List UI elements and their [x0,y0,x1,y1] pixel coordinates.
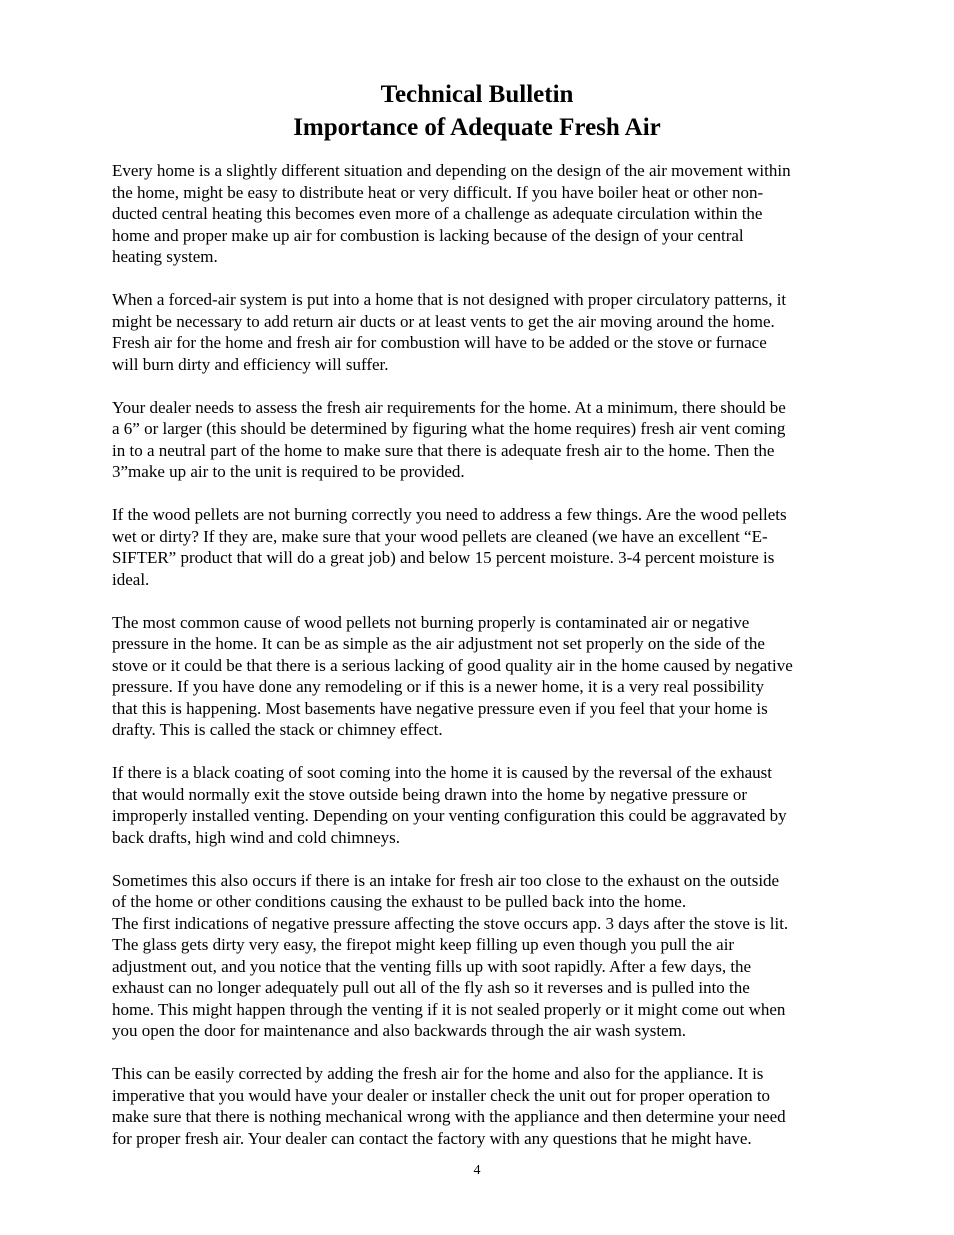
text-line: 3”make up air to the unit is required to be provided. [112,462,465,481]
text-line: wet or dirty? If they are, make sure that your wood pellets are cleaned (we have an excellent “E- [112,526,768,546]
text-line: adjustment out, and you notice that the venting fills up with soot rapidly. After a few days, the [112,956,752,976]
bulletin-subtitle: Importance of Adequate Fresh Air [293,114,661,141]
text-line: Sometimes this also occurs if there is an intake for fresh air too close to the exhaust on the outside [112,870,780,890]
text-line: Your dealer needs to assess the fresh air requirements for the home. At a minimum, there should be [112,397,786,417]
text-line: you open the door for maintenance and also backwards through the air wash system. [112,1021,687,1040]
text-line: the home, might be easy to distribute heat or very difficult. If you have boiler heat or other non- [112,182,764,202]
paragraph-2 [112,289,864,375]
page-number: 4 [473,1163,481,1178]
text-line: SIFTER” product that will do a great job) and below 15 percent moisture. 3-4 percent moisture is [112,548,775,567]
text-line: The most common cause of wood pellets not burning properly is contaminated air or negative [112,612,750,632]
text-line: exhaust can no longer adequately pull out all of the fly ash so it reverses and is pulled into the [112,978,750,997]
paragraph-7 [112,870,864,913]
text-line: that this is happening. Most basements have negative pressure even if you feel that your home is [112,698,768,718]
title-block [0,78,954,144]
text-line: The glass gets dirty very easy, the firepot might keep filling up even though you pull the air [112,935,735,954]
text-line: of the home or other conditions causing the exhaust to be pulled back into the home. [112,892,687,911]
text-line: stove or it could be that there is a serious lacking of good quality air in the home caused by negative [112,655,793,675]
bulletin-body [112,160,864,1149]
text-line: ducted central heating this becomes even more of a challenge as adequate circulation within the [112,204,763,223]
text-line: pressure in the home. It can be as simple as the air adjustment not set properly on the side of the [112,634,765,653]
text-line: When a forced-air system is put into a home that is not designed with proper circulatory patterns, it [112,290,787,309]
text-line: Fresh air for the home and fresh air for combustion will have to be added or the stove or furnace [112,333,767,352]
paragraph-1 [112,160,864,268]
text-line: that would normally exit the stove outside being drawn into the home by negative pressure or [112,784,747,804]
text-line: for proper fresh air. Your dealer can contact the factory with any questions that he might have. [112,1128,752,1148]
paragraph-3 [112,397,864,483]
bulletin-title: Technical Bulletin [380,81,574,108]
text-line: If there is a black coating of soot coming into the home it is caused by the reversal of the exhaust [112,763,772,782]
text-line: Every home is a slightly different situation and depending on the design of the air movement within [112,161,791,180]
text-line: home. This might happen through the venting if it is not sealed properly or it might come out when [112,999,786,1019]
text-line: The first indications of negative pressure affecting the stove occurs app. 3 days after the stove is lit. [112,913,789,933]
paragraph-5 [112,612,864,741]
text-line: This can be easily corrected by adding the fresh air for the home and also for the appliance. It is [112,1064,764,1083]
paragraph-6 [112,762,864,848]
text-line: ideal. [112,569,150,589]
text-line: a 6” or larger (this should be determined by figuring what the home requires) fresh air vent coming [112,419,786,438]
text-line: heating system. [112,247,218,266]
paragraph-4 [112,504,864,590]
text-line: make sure that there is nothing mechanical wrong with the appliance and then determine your need [112,1107,786,1126]
text-line: pressure. If you have done any remodeling or if this is a newer home, it is a very real possibility [112,677,764,696]
text-line: will burn dirty and efficiency will suffer. [112,354,389,374]
text-line: back drafts, high wind and cold chimneys. [112,827,400,847]
text-line: in to a neutral part of the home to make sure that there is adequate fresh air to the home. Then the [112,440,775,460]
paragraph-9 [112,1063,864,1149]
text-line: imperative that you would have your dealer or installer check the unit out for proper operation to [112,1085,771,1105]
text-line: drafty. This is called the stack or chimney effect. [112,720,443,739]
text-line: home and proper make up air for combustion is lacking because of the design of your central [112,225,744,245]
text-line: improperly installed venting. Depending on your venting configuration this could be aggravated by [112,806,787,825]
text-line: If the wood pellets are not burning correctly you need to address a few things. Are the wood pellets [112,505,787,524]
text-line: might be necessary to add return air ducts or at least vents to get the air moving around the home. [112,311,775,331]
paragraph-8 [112,913,864,1042]
